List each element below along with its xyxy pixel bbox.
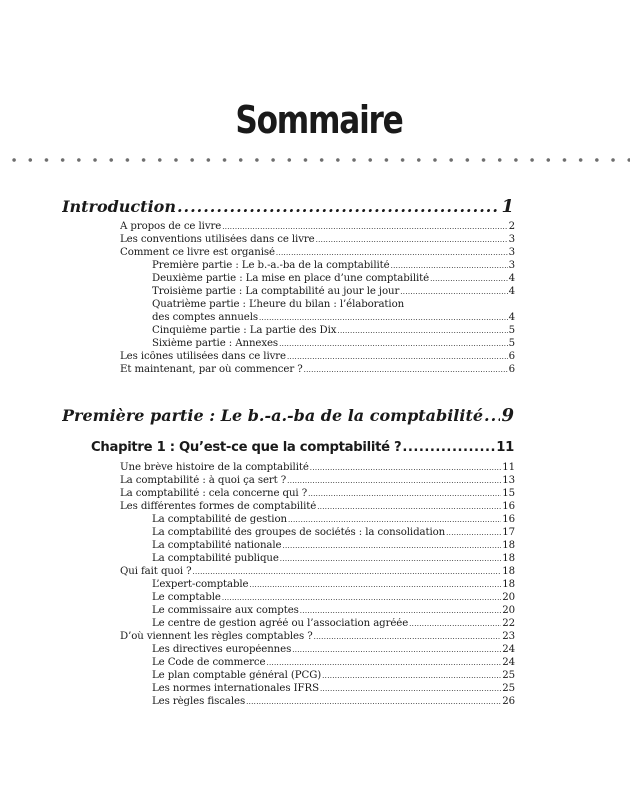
- page-number: 23: [502, 631, 515, 642]
- dot-leader: [322, 672, 501, 680]
- page-number: 18: [502, 553, 515, 564]
- entry-title: La comptabilité : cela concerne qui ?: [120, 488, 308, 499]
- dot-leader: [222, 223, 507, 231]
- dot-leader: [409, 620, 501, 628]
- dotted-divider: [6, 157, 630, 163]
- entry-title: Les directives européennes: [152, 644, 292, 655]
- toc-subentry[interactable]: [152, 696, 515, 707]
- page-number: 11: [502, 462, 515, 473]
- page-number: 1: [501, 196, 514, 217]
- toc-subentry[interactable]: [152, 605, 515, 616]
- entry-title: Première partie : Le b.-a.-ba de la comptabilité: [152, 260, 390, 271]
- toc-subentry[interactable]: [152, 325, 515, 336]
- page-number: 16: [502, 501, 515, 512]
- page-number: 16: [502, 514, 515, 525]
- toc-subentry[interactable]: [152, 286, 515, 297]
- entry-title: La comptabilité des groupes de sociétés : la consolidation: [152, 527, 446, 538]
- dot-leader: [280, 555, 501, 563]
- dot-leader: [193, 568, 502, 576]
- dot-leader: [222, 594, 501, 602]
- entry-title: Les différentes formes de comptabilité: [120, 501, 317, 512]
- dot-leader: [430, 275, 508, 283]
- page-number: 11: [496, 440, 514, 455]
- toc-subentry-line[interactable]: Quatrième partie : L’heure du bilan : l’élaboration: [152, 299, 405, 310]
- entry-title: La comptabilité nationale: [152, 540, 282, 551]
- dot-leader: [304, 366, 508, 374]
- toc-subentry[interactable]: [152, 312, 515, 323]
- dot-leader: [310, 464, 501, 472]
- dot-leader: [300, 607, 501, 615]
- page-number: 4: [508, 312, 515, 323]
- toc-subentry[interactable]: [152, 514, 515, 525]
- page-number: 3: [508, 260, 515, 271]
- page-title: Sommaire: [235, 98, 403, 142]
- entry-title: Les normes internationales IFRS: [152, 683, 319, 694]
- entry-title: Une brève histoire de la comptabilité: [120, 462, 309, 473]
- entry-title: Les conventions utilisées dans ce livre: [120, 234, 315, 245]
- toc-subentry[interactable]: [152, 644, 515, 655]
- page-number: 2: [508, 221, 515, 232]
- entry-title: La comptabilité : à quoi ça sert ?: [120, 475, 287, 486]
- toc-subentry[interactable]: [152, 260, 515, 271]
- dot-leader: [320, 685, 501, 693]
- dot-leader: [316, 236, 508, 244]
- toc-subentry[interactable]: [152, 579, 515, 590]
- dot-leader: [391, 262, 508, 270]
- entry-title: Le plan comptable général (PCG): [152, 670, 322, 681]
- entry-title: Comment ce livre est organisé: [120, 247, 275, 258]
- toc-chapter-1[interactable]: [91, 440, 514, 455]
- page-number: 20: [502, 605, 515, 616]
- toc-subentry[interactable]: [152, 553, 515, 564]
- entry-title: La comptabilité publique: [152, 553, 279, 564]
- toc-subentry[interactable]: [152, 592, 515, 603]
- page-number: 25: [502, 683, 515, 694]
- dot-leader: [288, 516, 501, 524]
- entry-title: Troisième partie : La comptabilité au jour le jour: [152, 286, 400, 297]
- dot-leader: [292, 646, 501, 654]
- dot-leader: [337, 327, 507, 335]
- dot-leader: [446, 529, 501, 537]
- page-number: 17: [502, 527, 515, 538]
- page-number: 4: [508, 273, 515, 284]
- dot-leader: [177, 197, 501, 216]
- chapter-title: Chapitre 1 : Qu’est-ce que la comptabilité ?: [91, 440, 402, 455]
- page-number: 5: [508, 338, 515, 349]
- toc-entry[interactable]: [120, 364, 515, 375]
- toc-entry[interactable]: [120, 475, 515, 486]
- entry-title: Le centre de gestion agréé ou l’association agréée: [152, 618, 409, 629]
- page-number: 20: [502, 592, 515, 603]
- dot-leader: [246, 698, 501, 706]
- dot-leader: [279, 340, 508, 348]
- page-number: 15: [502, 488, 515, 499]
- toc-subentry[interactable]: [152, 527, 515, 538]
- page-number: 18: [502, 540, 515, 551]
- dot-leader: [259, 314, 508, 322]
- dot-leader: [282, 542, 501, 550]
- entry-title: Le comptable: [152, 592, 221, 603]
- toc-entry[interactable]: [120, 501, 515, 512]
- toc-entry[interactable]: [120, 351, 515, 362]
- page-number: 6: [508, 364, 515, 375]
- page-number: 24: [502, 657, 515, 668]
- page-number: 3: [508, 234, 515, 245]
- page-number: 13: [502, 475, 515, 486]
- page-number: 9: [501, 405, 514, 426]
- toc-subentry[interactable]: [152, 683, 515, 694]
- entry-title: À propos de ce livre: [120, 221, 222, 232]
- entry-title: Le Code de commerce: [152, 657, 266, 668]
- dot-leader: [317, 503, 501, 511]
- toc-subentry[interactable]: [152, 273, 515, 284]
- dot-leader: [276, 249, 508, 257]
- page-number: 25: [502, 670, 515, 681]
- toc-part-introduction[interactable]: [62, 196, 514, 217]
- page-number: 4: [508, 286, 515, 297]
- page-number: 5: [508, 325, 515, 336]
- dot-leader: [484, 406, 500, 425]
- entry-title: Et maintenant, par où commencer ?: [120, 364, 303, 375]
- entry-title: des comptes annuels: [152, 312, 258, 323]
- toc-entry[interactable]: [120, 462, 515, 473]
- dot-leader: [400, 288, 507, 296]
- dot-leader: [266, 659, 501, 667]
- dot-leader: [287, 353, 508, 361]
- toc-subentry[interactable]: [152, 540, 515, 551]
- toc-entry[interactable]: [120, 631, 515, 642]
- toc-part-1[interactable]: [62, 405, 514, 426]
- entry-title: Le commissaire aux comptes: [152, 605, 299, 616]
- entry-title: Cinquième partie : La partie des Dix: [152, 325, 337, 336]
- entry-title: L’expert-comptable: [152, 579, 249, 590]
- page-number: 6: [508, 351, 515, 362]
- toc-subentry[interactable]: [152, 618, 515, 629]
- toc-subentry[interactable]: [152, 338, 515, 349]
- entry-title: D’où viennent les règles comptables ?: [120, 631, 313, 642]
- entry-title: Deuxième partie : La mise en place d’une comptabilité: [152, 273, 430, 284]
- toc-entry[interactable]: [120, 566, 515, 577]
- entry-title: Qui fait quoi ?: [120, 566, 192, 577]
- page-number: 18: [502, 566, 515, 577]
- part-title: Première partie : Le b.-a.-ba de la comptabilité: [62, 406, 484, 425]
- dot-leader: [402, 440, 495, 455]
- dot-leader: [314, 633, 502, 641]
- dot-leader: [308, 490, 501, 498]
- toc-entry[interactable]: [120, 247, 515, 258]
- dot-leader: [287, 477, 501, 485]
- entry-title: Sixième partie : Annexes: [152, 338, 279, 349]
- page-number: 26: [502, 696, 515, 707]
- toc-entry[interactable]: [120, 221, 515, 232]
- toc-subentry[interactable]: [152, 657, 515, 668]
- entry-title: Les icônes utilisées dans ce livre: [120, 351, 286, 362]
- part-title: Introduction: [62, 197, 176, 216]
- toc-subentry[interactable]: [152, 670, 515, 681]
- page-number: 24: [502, 644, 515, 655]
- entry-title: Les règles fiscales: [152, 696, 246, 707]
- page-number: 3: [508, 247, 515, 258]
- dot-leader: [250, 581, 502, 589]
- page-number: 22: [502, 618, 515, 629]
- page-number: 18: [502, 579, 515, 590]
- toc-entry[interactable]: [120, 234, 515, 245]
- entry-title: La comptabilité de gestion: [152, 514, 287, 525]
- toc-entry[interactable]: [120, 488, 515, 499]
